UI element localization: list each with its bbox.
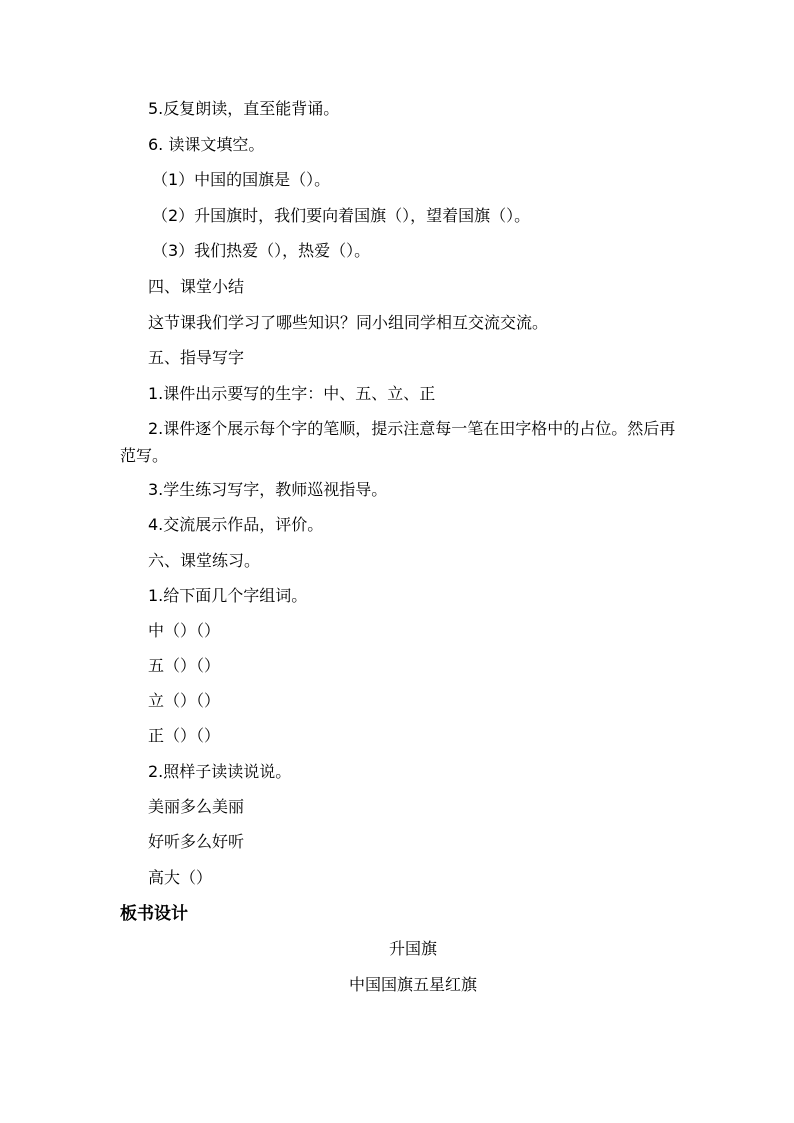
text-line: 2.照样子读读说说。 <box>148 762 292 781</box>
text-line: 正（）（） <box>148 726 221 745</box>
text-line: 5.反复朗读，直至能背诵。 <box>148 99 340 118</box>
text-line: 1.课件出示要写的生字：中、五、立、正 <box>148 384 436 403</box>
board-title: 升国旗 <box>388 939 437 958</box>
text-line: 4.交流展示作品，评价。 <box>148 515 324 534</box>
text-line: 这节课我们学习了哪些知识？同小组同学相互交流交流。 <box>148 313 549 332</box>
section-heading: 五、指导写字 <box>148 348 245 367</box>
text-line: （2）升国旗时，我们要向着国旗（），望着国旗（）。 <box>152 206 531 225</box>
board-design-heading: 板书设计 <box>120 904 188 924</box>
board-subtitle: 中国国旗五星红旗 <box>348 975 477 994</box>
text-line: 好听多么好听 <box>148 832 245 851</box>
text-line: 6. 读课文填空。 <box>148 135 265 154</box>
text-line: 五（）（） <box>148 656 221 675</box>
text-paragraph: 2.课件逐个展示每个字的笔顺，提示注意每一笔在田字格中的占位。然后再范写。 <box>120 419 676 465</box>
text-line: 高大（） <box>148 868 213 887</box>
text-line: （1）中国的国旗是（）。 <box>152 170 331 189</box>
section-heading: 六、课堂练习。 <box>148 551 261 570</box>
section-heading: 四、课堂小结 <box>148 277 245 296</box>
text-line: 1.给下面几个字组词。 <box>148 586 308 605</box>
text-line: 3.学生练习写字，教师巡视指导。 <box>148 480 388 499</box>
text-line: 立（）（） <box>148 691 221 710</box>
text-line: （3）我们热爱（），热爱（）。 <box>152 241 371 260</box>
text-line: 美丽多么美丽 <box>148 797 245 816</box>
text-line: 中（）（） <box>148 621 221 640</box>
